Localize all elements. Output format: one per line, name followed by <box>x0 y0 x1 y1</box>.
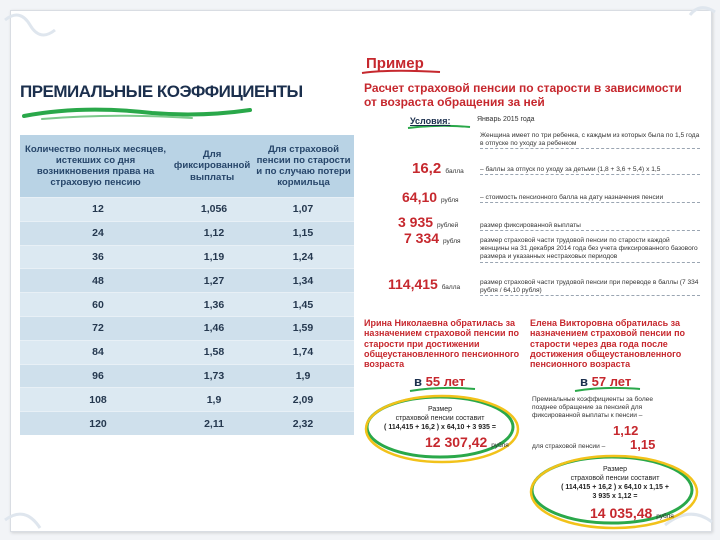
premium-text-fixed: Премиальные коэффициенты за более позднее обращение за пенсией для фиксированной выплаты к пенсии – <box>532 396 654 420</box>
cell-fixed: 1,27 <box>203 274 225 287</box>
example-title: Расчет страховой пенсии по старости в зависимости от возраста обращения за ней <box>364 81 682 109</box>
cell-months: 12 <box>92 203 104 216</box>
header-insurance-pension: Для страховой пенсии по старости и по случаю потери кормильца <box>256 143 351 189</box>
cell-insurance: 1,15 <box>292 227 314 240</box>
cell-insurance: 1,24 <box>292 250 314 263</box>
header-months: Количество полных месяцев, истекших со дня возникновения права на страховую пенсию <box>24 143 167 189</box>
case-elena: Елена Викторовна обратилась за назначением страховой пенсии по старости через два года после достижения общеустановленного пенсионного возраста <box>530 318 686 370</box>
premium-text-insurance: для страховой пенсии – <box>532 443 606 450</box>
formula-irina: Размер страховой пенсии составит ( 114,415 + 16,2 ) х 64,10 + 3 935 = <box>384 406 496 432</box>
info-insurance-part: размер страховой части трудовой пенсии по старости каждой женщины на 31 декабря 2014 года без учета фиксированного базового размера и указанных нестраховых периодов <box>480 237 700 263</box>
premium-value-insurance: 1,15 <box>630 437 656 452</box>
cell-insurance: 1,45 <box>292 298 314 311</box>
cell-fixed: 1,58 <box>203 346 225 359</box>
cell-months: 36 <box>92 250 104 263</box>
info-fixed-payment: размер фиксированной выплаты <box>480 222 700 231</box>
cell-insurance: 1,07 <box>292 203 314 216</box>
cell-insurance: 2,09 <box>292 393 314 406</box>
value-fixed-payment: 3 935 рублей <box>398 214 459 230</box>
case-irina: Ирина Николаевна обратилась за назначением страховой пенсии по старости при достижении общеустановленного пенсионного возраста <box>364 318 520 370</box>
example-word: Пример <box>366 55 424 72</box>
result-irina: 12 307,42 рубля <box>425 434 509 450</box>
info-points-total: размер страховой части трудовой пенсии при переводе в баллы (7 334 рубля / 64,10 рубля) <box>480 279 700 296</box>
value-points-total: 114,415 балла <box>388 276 461 292</box>
header-fixed-payment: Для фиксированной выплаты <box>173 149 251 183</box>
info-childcare-points: – баллы за отпуск по уходу за детьми (1,8 + 3,6 + 5,4) х 1,5 <box>480 166 700 175</box>
cell-months: 60 <box>92 298 104 311</box>
cell-fixed: 1,73 <box>203 369 225 382</box>
cell-months: 48 <box>92 274 104 287</box>
conditions-label: Условия: <box>410 116 451 126</box>
cell-insurance: 1,74 <box>292 346 314 359</box>
cell-insurance: 2,32 <box>292 417 314 430</box>
cell-fixed: 1,9 <box>206 393 222 406</box>
premium-value-fixed: 1,12 <box>613 423 639 438</box>
age-55: в 55 лет <box>414 374 466 389</box>
info-point-cost: – стоимость пенсионного балла на дату назначения пенсии <box>480 194 700 203</box>
left-title: ПРЕМИАЛЬНЫЕ КОЭФФИЦИЕНТЫ <box>20 82 303 101</box>
cell-insurance: 1,9 <box>295 369 311 382</box>
cell-fixed: 2,11 <box>204 417 224 430</box>
value-point-cost: 64,10 рубля <box>402 189 459 205</box>
cell-fixed: 1,19 <box>203 250 225 263</box>
result-elena: 14 035,48 рубля <box>590 505 674 521</box>
cell-fixed: 1,46 <box>203 322 225 335</box>
cell-months: 120 <box>89 417 107 430</box>
cell-months: 72 <box>92 322 104 335</box>
cell-fixed: 1,12 <box>203 227 225 240</box>
cell-months: 24 <box>92 227 104 240</box>
cell-months: 96 <box>92 369 104 382</box>
value-childcare-points: 16,2 балла <box>412 160 464 177</box>
cell-fixed: 1,056 <box>200 203 228 216</box>
conditions-date: Январь 2015 года <box>477 116 535 123</box>
formula-elena: Размер страховой пенсии составит ( 114,415 + 16,2 ) х 64,10 х 1,15 + 3 935 х 1,12 = <box>561 466 669 501</box>
cell-insurance: 1,59 <box>292 322 314 335</box>
cell-fixed: 1,36 <box>203 298 225 311</box>
cell-months: 84 <box>92 346 104 359</box>
value-insurance-part: 7 334 рубля <box>404 230 461 246</box>
age-57: в 57 лет <box>580 374 632 389</box>
cell-months: 108 <box>89 393 107 406</box>
info-children: Женщина имеет по три ребенка, с каждым из которых была по 1,5 года в отпуске по уходу за ребенком <box>480 132 700 149</box>
cell-insurance: 1,34 <box>292 274 314 287</box>
